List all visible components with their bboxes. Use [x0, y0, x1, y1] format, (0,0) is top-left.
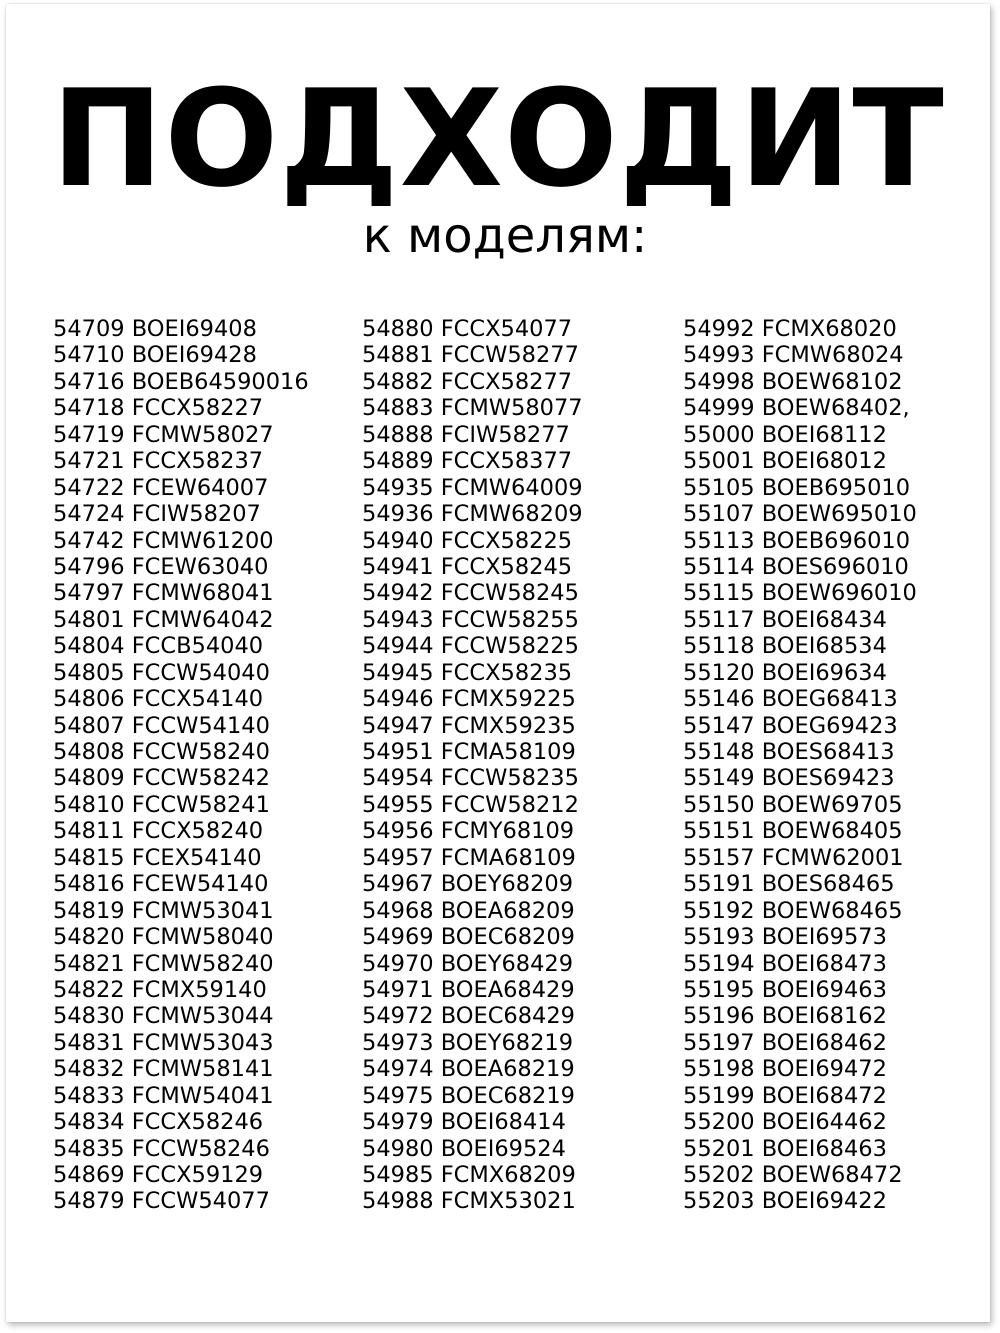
model-item: 55120 BOEI69634 [683, 659, 887, 686]
model-item: 55001 BOEI68012 [683, 448, 887, 475]
model-item: 54936 FCMW68209 [362, 501, 583, 528]
model-item: 54971 BOEA68429 [362, 976, 575, 1003]
model-item: 54806 FCCX54140 [53, 686, 264, 713]
model-item: 54830 FCMW53044 [53, 1003, 274, 1030]
model-item: 55193 BOEI69573 [683, 924, 887, 951]
model-item: 54832 FCMW58141 [53, 1056, 274, 1083]
models-column-1 [53, 316, 309, 1215]
model-item: 54974 BOEA68219 [362, 1056, 575, 1083]
model-item: 54972 BOEC68429 [362, 1003, 575, 1030]
model-item: 54815 FCEX54140 [53, 844, 262, 871]
model-item: 55200 BOEI64462 [683, 1109, 887, 1136]
model-item: 55148 BOES68413 [683, 739, 895, 765]
model-item: 54835 FCCW58246 [53, 1135, 270, 1162]
model-item: 54993 FCMW68024 [683, 342, 904, 369]
page-title: ПОДХОДИТ [51, 61, 945, 217]
model-item: 55113 BOEB696010 [683, 527, 911, 554]
model-item: 55194 BOEI68473 [683, 950, 887, 977]
model-item: 54947 FCMX59235 [362, 712, 576, 739]
model-item: 54942 FCCW58245 [362, 580, 579, 607]
model-item: 54957 FCMA68109 [362, 844, 576, 871]
model-item: 55192 BOEW68465 [683, 897, 903, 924]
model-item: 54722 FCEW64007 [53, 474, 269, 501]
model-item: 55199 BOEI68472 [683, 1082, 887, 1109]
model-item: 55000 BOEI68112 [683, 421, 887, 448]
model-item: 55105 BOEB695010 [683, 474, 911, 501]
model-item: 54811 FCCX58240 [53, 818, 264, 845]
model-item: 54956 FCMY68109 [362, 818, 575, 845]
model-item: 54941 FCCX58245 [362, 553, 573, 580]
document-sheet [6, 4, 990, 1322]
model-item: 54882 FCCX58277 [362, 368, 573, 395]
model-item: 55195 BOEI69463 [683, 976, 887, 1003]
model-item: 54721 FCCX58237 [53, 448, 264, 475]
model-item: 55115 BOEW696010 [683, 580, 917, 607]
model-item: 55198 BOEI69472 [683, 1056, 887, 1083]
model-item: 54951 FCMA58109 [362, 739, 576, 765]
model-item: 54804 FCCB54040 [53, 633, 264, 660]
model-item: 55107 BOEW695010 [683, 501, 917, 528]
model-item: 54710 BOEI69428 [53, 342, 257, 369]
model-item: 54935 FCMW64009 [362, 474, 583, 501]
model-item: 54889 FCCX58377 [362, 448, 573, 475]
model-item: 54945 FCCX58235 [362, 659, 573, 686]
model-item: 54718 FCCX58227 [53, 395, 264, 422]
model-item: 54796 FCEW63040 [53, 553, 269, 580]
model-item: 54881 FCCW58277 [362, 342, 579, 369]
model-item: 54980 BOEI69524 [362, 1135, 566, 1162]
model-item: 54999 BOEW68402, [683, 395, 910, 422]
model-item: 54809 FCCW58242 [53, 765, 270, 792]
model-item: 54724 FCIW58207 [53, 501, 261, 528]
model-item: 55117 BOEI68434 [683, 606, 887, 633]
model-item: 55157 FCMW62001 [683, 844, 904, 871]
model-item: 54967 BOEY68209 [362, 871, 574, 898]
model-item: 55196 BOEI68162 [683, 1003, 887, 1030]
model-item: 54985 FCMX68209 [362, 1162, 576, 1188]
model-item: 54940 FCCX58225 [362, 527, 573, 554]
model-item: 54797 FCMW68041 [53, 580, 274, 607]
model-item: 54719 FCMW58027 [53, 421, 274, 448]
model-item: 54988 FCMX53021 [362, 1188, 576, 1215]
model-item: 54816 FCEW54140 [53, 871, 269, 898]
model-item: 54807 FCCW54140 [53, 712, 270, 739]
model-item: 55149 BOES69423 [683, 765, 895, 792]
models-column-2 [362, 316, 583, 1215]
model-item: 54969 BOEC68209 [362, 924, 575, 951]
model-item: 55146 BOEG68413 [683, 686, 898, 713]
model-item: 55203 BOEI69422 [683, 1188, 887, 1215]
model-item: 54834 FCCX58246 [53, 1109, 264, 1136]
model-item: 54869 FCCX59129 [53, 1162, 264, 1188]
page-subtitle: к моделям: [362, 208, 648, 264]
model-item: 54716 BOEB64590016 [53, 368, 309, 395]
model-item: 54709 BOEI69408 [53, 316, 257, 342]
model-item: 54944 FCCW58225 [362, 633, 579, 660]
model-item: 54822 FCMX59140 [53, 976, 267, 1003]
model-item: 54970 BOEY68429 [362, 950, 574, 977]
model-item: 54888 FCIW58277 [362, 421, 570, 448]
model-item: 54943 FCCW58255 [362, 606, 579, 633]
model-item: 54879 FCCW54077 [53, 1188, 270, 1215]
model-item: 55201 BOEI68463 [683, 1135, 887, 1162]
model-item: 54992 FCMX68020 [683, 316, 897, 342]
model-item: 54975 BOEC68219 [362, 1082, 575, 1109]
model-item: 54810 FCCW58241 [53, 791, 270, 818]
model-item: 55147 BOEG69423 [683, 712, 898, 739]
model-item: 54833 FCMW54041 [53, 1082, 274, 1109]
model-item: 54998 BOEW68102 [683, 368, 903, 395]
model-item: 55191 BOES68465 [683, 871, 895, 898]
model-item: 55150 BOEW69705 [683, 791, 903, 818]
model-item: 54955 FCCW58212 [362, 791, 579, 818]
model-item: 54968 BOEA68209 [362, 897, 575, 924]
model-item: 54819 FCMW53041 [53, 897, 274, 924]
models-column-3 [683, 316, 917, 1215]
model-item: 54820 FCMW58040 [53, 924, 274, 951]
model-item: 54946 FCMX59225 [362, 686, 576, 713]
model-item: 55151 BOEW68405 [683, 818, 903, 845]
model-item: 54742 FCMW61200 [53, 527, 274, 554]
model-item: 55114 BOES696010 [683, 553, 909, 580]
model-item: 54821 FCMW58240 [53, 950, 274, 977]
model-item: 54831 FCMW53043 [53, 1029, 274, 1056]
model-item: 54801 FCMW64042 [53, 606, 274, 633]
model-item: 54883 FCMW58077 [362, 395, 583, 422]
model-item: 54954 FCCW58235 [362, 765, 579, 792]
model-item: 55202 BOEW68472 [683, 1162, 903, 1188]
model-item: 55118 BOEI68534 [683, 633, 887, 660]
model-item: 54808 FCCW58240 [53, 739, 270, 765]
model-item: 54880 FCCX54077 [362, 316, 573, 342]
model-item: 54979 BOEI68414 [362, 1109, 566, 1136]
model-item: 54973 BOEY68219 [362, 1029, 574, 1056]
model-item: 55197 BOEI68462 [683, 1029, 887, 1056]
model-item: 54805 FCCW54040 [53, 659, 270, 686]
